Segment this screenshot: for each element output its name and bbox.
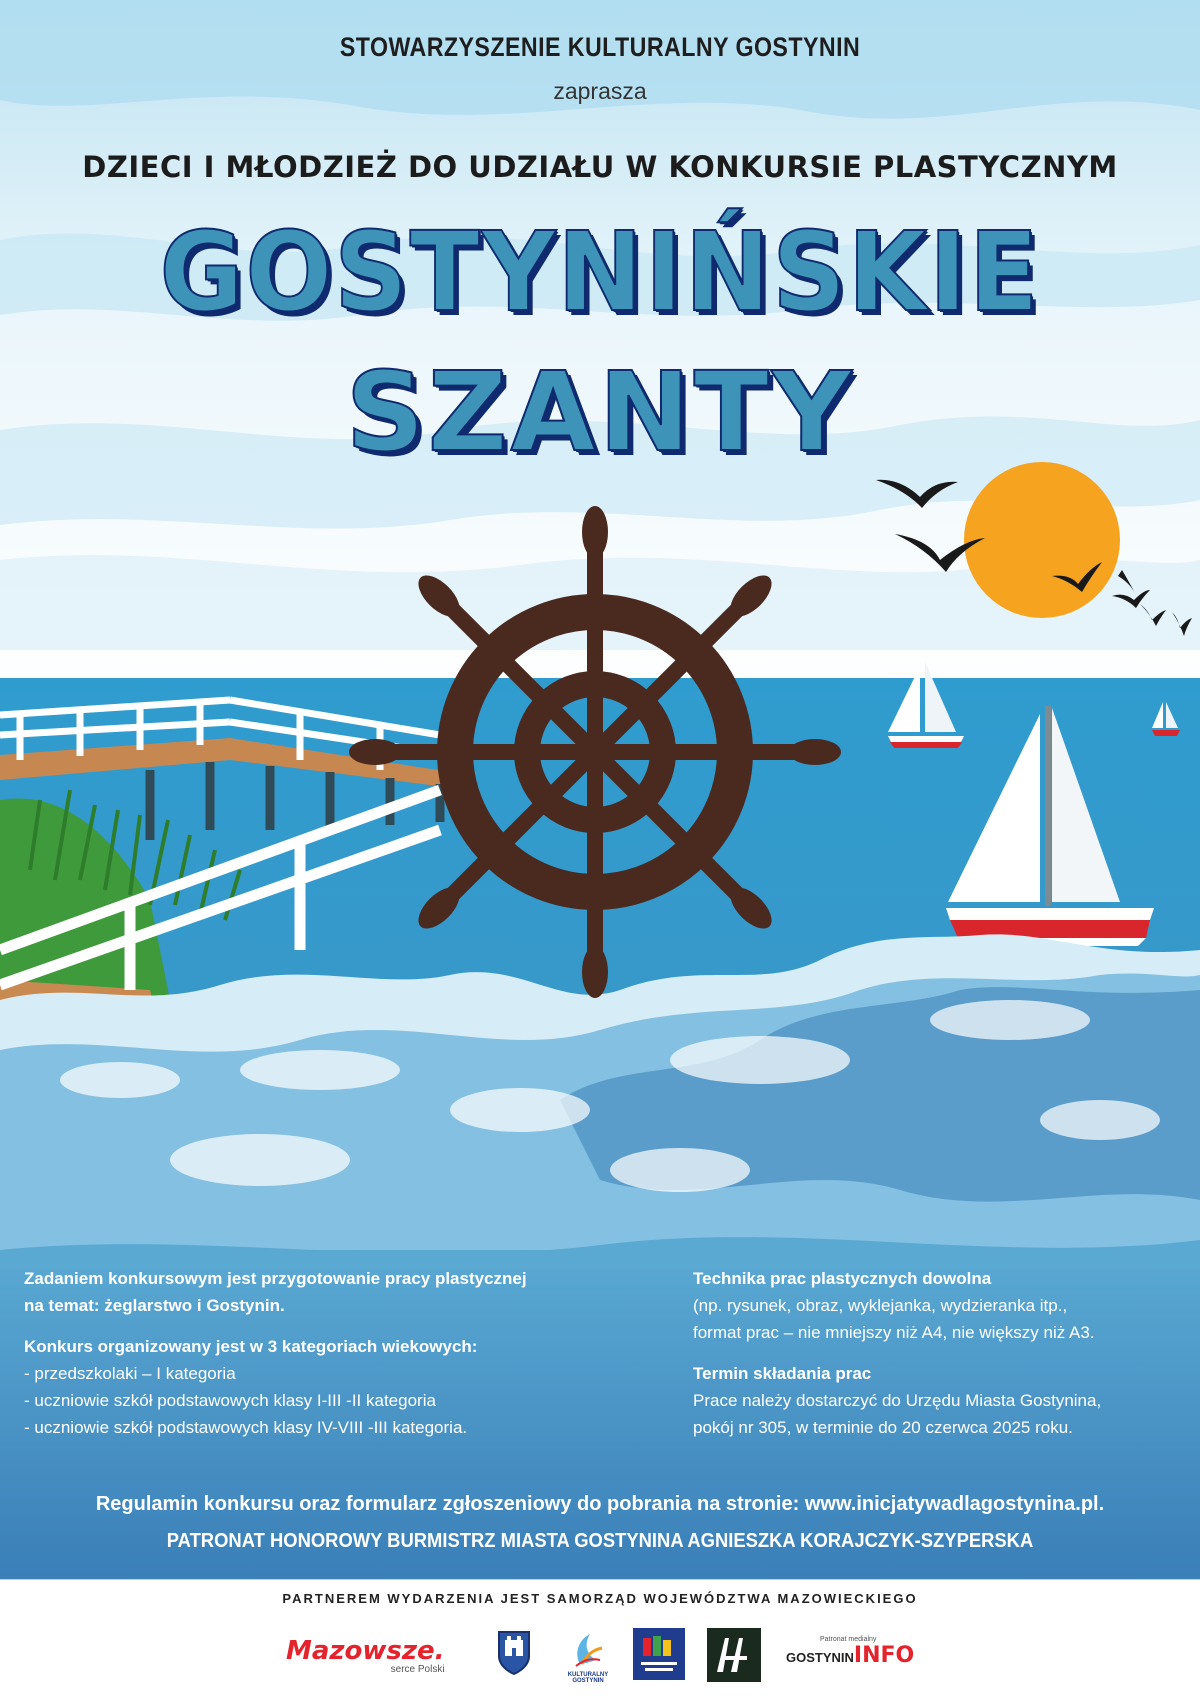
info-left <box>24 1265 644 1455</box>
info-right <box>693 1265 1193 1455</box>
gostynin-coat-of-arms-icon <box>497 1630 531 1676</box>
categories-heading: Konkurs organizowany jest w 3 kategoriach wiekowych: <box>24 1337 478 1356</box>
title-line-1 <box>42 208 1158 336</box>
pozytywny-gostynin-logo-icon <box>633 1628 685 1680</box>
task-line-2: na temat: żeglarstwo i Gostynin. <box>24 1296 285 1315</box>
deadline-line-2: pokój nr 305, w terminie do 20 czerwca 2025 roku. <box>693 1418 1073 1437</box>
deadline-heading: Termin składania prac <box>693 1364 872 1383</box>
gostynin-info-gostynin: GOSTYNIN <box>786 1650 854 1665</box>
patronat-text: PATRONAT HONOROWY BURMISTRZ MIASTA GOSTYNINA AGNIESZKA KORAJCZYK-SZYPERSKA <box>166 1530 1034 1552</box>
mazowsze-logo <box>286 1636 445 1675</box>
organization-name: STOWARZYSZENIE KULTURALNY GOSTYNIN <box>339 32 861 62</box>
regulamin-link-text: Regulamin konkursu oraz formularz zgłoszeniowy do pobrania na stronie: www.inicjatywadlagostynina.pl. <box>95 1493 1105 1515</box>
title-line-1-text: GOSTYNIŃSKIE <box>159 208 1041 336</box>
deadline-block <box>693 1360 1193 1441</box>
mazowsze-tagline: serce Polski <box>390 1664 445 1675</box>
partner-logos <box>0 1624 1200 1690</box>
task-description <box>24 1265 644 1319</box>
title-line-2 <box>0 348 1200 476</box>
task-line-1: Zadaniem konkursowym jest przygotowanie pracy plastycznej <box>24 1269 527 1288</box>
deadline-line-1: Prace należy dostarczyć do Urzędu Miasta Gostynina, <box>693 1391 1102 1410</box>
gostynin-info-logo <box>786 1636 914 1668</box>
technique-block <box>693 1265 1193 1346</box>
ship-wheel <box>349 506 841 998</box>
category-item: - przedszkolaki – I kategoria <box>24 1364 236 1383</box>
kulturalny-gostynin-logo-icon <box>570 1630 606 1670</box>
category-item: - uczniowie szkół podstawowych klasy IV-VIII -III kategoria. <box>24 1418 468 1437</box>
dark-emblem-logo-icon <box>707 1628 761 1682</box>
technique-line-2: format prac – nie mniejszy niż A4, nie większy niż A3. <box>693 1323 1095 1342</box>
patron-medialny-label: Patronat medialny <box>820 1636 877 1643</box>
subtitle: DZIECI I MŁODZIEŻ DO UDZIAŁU W KONKURSIE PLASTYCZNYM <box>82 150 1118 184</box>
invites-text: zaprasza <box>553 78 647 104</box>
gostynin-info-info: INFO <box>853 1643 915 1668</box>
partner-text: PARTNEREM WYDARZENIA JEST SAMORZĄD WOJEWÓDZTWA MAZOWIECKIEGO <box>282 1591 918 1606</box>
mazowsze-logo-text: Mazowsze. <box>286 1636 445 1666</box>
technique-heading: Technika prac plastycznych dowolna <box>693 1269 992 1288</box>
sun <box>964 462 1120 618</box>
categories-block <box>24 1333 644 1441</box>
title-line-2-text: SZANTY <box>345 348 855 476</box>
footer <box>0 1580 1200 1698</box>
technique-line-1: (np. rysunek, obraz, wyklejanka, wydzieranka itp., <box>693 1296 1068 1315</box>
category-item: - uczniowie szkół podstawowych klasy I-III -II kategoria <box>24 1391 436 1410</box>
kulturalny-gostynin-label: KULTURALNY GOSTYNIN <box>567 1672 609 1684</box>
